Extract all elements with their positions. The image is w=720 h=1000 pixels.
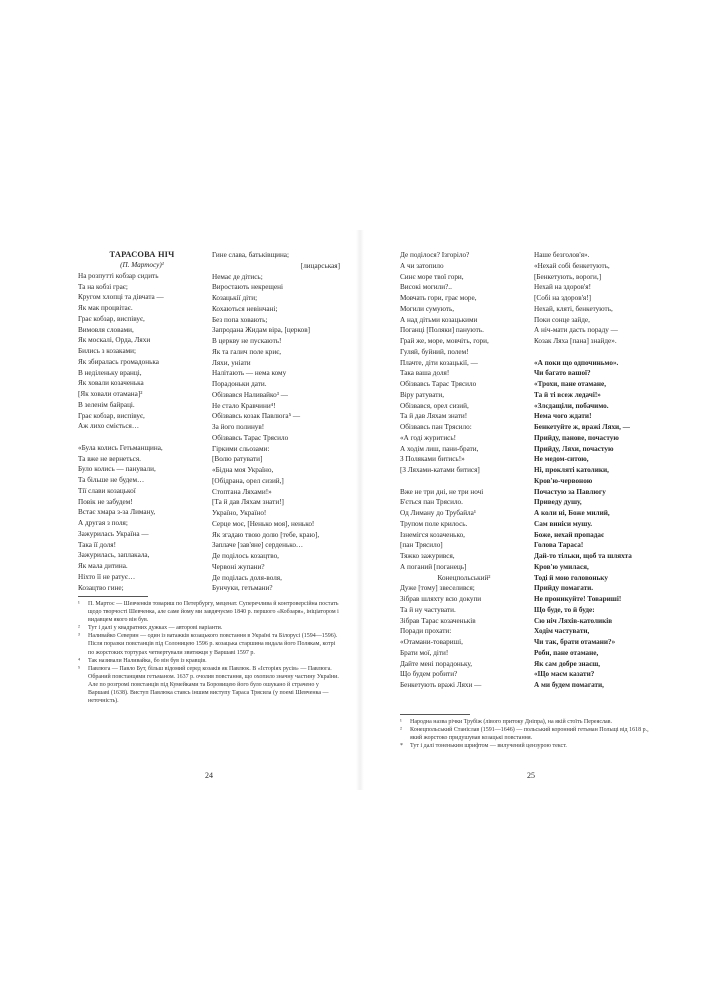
verse-line: Трупом поле крилось.	[400, 519, 468, 528]
left-column-a	[78, 250, 206, 593]
censored-line: Що буде, то й буде:	[534, 605, 595, 614]
verse-line: Дайте мені порадоньку,	[400, 659, 473, 668]
verse-line: Заплаче [зав'яне] серденько…	[212, 541, 304, 550]
verse-line: Де поділась доля-воля,	[212, 573, 282, 582]
verse-line: Як згадаю твою долю [тебе, краю],	[212, 530, 320, 539]
footnote-text: П. Мартос — Шевченків товариш по Петербургу, меценат. Суперечлива й контроверсійна постать щодо творчості Шевченка, але саме йому ми завдячуємо 1840 р. першого «Кобзаря», ініціатором і видавцем якого він був.	[88, 601, 339, 624]
verse-line: Та й ну частувати.	[400, 605, 456, 614]
footnote-mark: ¹	[400, 719, 402, 725]
verse-line: Грай же, море, мовчіть, гори,	[400, 337, 489, 345]
verse-line: Та вже не вернеться.	[78, 454, 141, 463]
verse-line: Поганці [Поляки] панують.	[400, 326, 484, 335]
footnote-mark: ²	[400, 727, 402, 734]
footnote	[78, 665, 340, 705]
verse-line: Зажурилась, заплакала,	[78, 551, 150, 560]
verse-line: Як та галич поле криє,	[212, 347, 282, 356]
censored-line: Кров'ю умилася,	[534, 562, 589, 571]
verse-line: Ляхи, уніати	[212, 358, 251, 367]
verse-line: Нехай на здоров'я!	[534, 283, 591, 292]
verse-line: Стоптана Ляхами!»	[212, 487, 272, 496]
verse-line: За його полинув!	[212, 423, 265, 431]
verse-line: Повік не забудем!	[78, 497, 133, 506]
footnote	[78, 632, 340, 656]
page-right	[400, 250, 662, 780]
censored-line: Нема чого ждати!	[534, 412, 592, 421]
verse-line: Встає хмара з-за Лиману,	[78, 508, 156, 517]
verse-line: Обізвався Наливайко³ —	[212, 390, 288, 399]
verse-line: Поки сонце зайде,	[534, 315, 590, 324]
censored-line: Приведу душу,	[534, 498, 582, 507]
verse-line: Кругом хлопці та дівчата —	[78, 293, 164, 302]
verse-line: «Бідна моя Україно,	[212, 466, 274, 474]
censored-line: Прийду, Ляхи, почастую	[534, 444, 614, 453]
verse-line: Як збиралась громадонька	[78, 357, 159, 366]
footnote-mark: ⁴	[78, 657, 81, 664]
footnote-mark: ¹	[78, 601, 80, 607]
censored-line: А ми будем помагати,	[534, 681, 604, 689]
verse-line: Порадоньки дати.	[212, 380, 267, 388]
verse-line: Наше безголов'я».	[534, 251, 590, 259]
censored-line: «Що маєм казати?	[534, 670, 595, 679]
verse-line: Зібрав шляхту всю докупи	[400, 595, 482, 603]
verse-line: Де поділось козацтво,	[212, 552, 279, 560]
footnote	[78, 657, 340, 665]
verse-line: Тії слави козацької	[78, 486, 136, 495]
censored-line: Голова Тараса!	[534, 541, 584, 550]
verse-line: Бились з козаками;	[78, 347, 137, 355]
verse-line: Гине слава, батьківщина;	[212, 251, 289, 259]
censored-line: Прийду, панове, почастую	[534, 433, 619, 442]
verse-line: Могили сумують,	[400, 304, 455, 313]
verse-line: Не стало Кравчини⁴!	[212, 401, 276, 410]
censored-line: «Злєдащіли, побачимо.	[534, 401, 609, 410]
verse-line: Гіркими сльозами:	[212, 444, 270, 453]
verse-line: Зажурилась Україна —	[78, 529, 149, 538]
verse-line: Вимовля словами,	[78, 325, 134, 334]
verse-line: Обізвавсь пан Трясило:	[400, 423, 472, 431]
footnote-mark: *	[400, 743, 403, 750]
verse-line: Серце моє, [Ненько моя], ненько!	[212, 519, 315, 528]
footnote-text: Тут і далі у квадратних дужках — авторові варіанти.	[88, 625, 223, 632]
censored-line: «Трохи, пане отамане,	[534, 380, 606, 388]
footnote-text: Конецпольський Станіслав (1591—1646) — польський коронний гетьман Польщі від 1618 р., який жорстоко придушував козацькі повстання.	[410, 727, 649, 742]
censored-line: Та й ті всеж ледачі!»	[534, 390, 601, 399]
footnote-mark: ⁵	[78, 665, 81, 672]
verse-line: Без попа ховають;	[212, 315, 268, 324]
censored-line: Чи багато вашої?	[534, 369, 591, 378]
verse-line: Віру ратувати,	[400, 390, 445, 399]
censored-line: «А поки що одпочиньмо».	[534, 358, 619, 367]
footnote	[78, 624, 340, 632]
verse-line: А другая з поля;	[78, 519, 128, 527]
verse-line: В зеленім байраці.	[78, 400, 135, 409]
censored-line: Почастую за Павлюгу	[534, 487, 606, 496]
verse-line: Червоні жупани?	[212, 562, 265, 571]
censored-line: Не медом-ситою,	[534, 455, 589, 464]
right-column-b	[534, 250, 662, 691]
verse-line: Конецпольський²	[437, 573, 491, 582]
footnote-rule	[78, 596, 148, 597]
verse-line: Високі могили?..	[400, 283, 452, 292]
book-gutter	[356, 230, 364, 790]
verse-line: Од Лиману до Трубайла¹	[400, 509, 476, 517]
verse-line: [Волю ратувати]	[212, 455, 263, 464]
verse-line: Як мала дитина.	[78, 562, 128, 570]
left-column-b	[212, 250, 340, 594]
left-footnotes	[78, 600, 340, 705]
verse-line: [Та й дав Ляхам знати!]	[212, 498, 284, 507]
verse-line: Гуляй, буйний, полем!	[400, 347, 469, 356]
verse-line: Запродана Жидам віра, [церков]	[212, 326, 310, 335]
footnote-text: Наливайко Северин — один із ватажків козацького повстання в Україні та Білорусі (1594—1596). Після поразки повстанців під Солоницею 1596 р. козацька старшина видала його Полякам, котрі по жорстоких тортурах четвертували звитяжця у Варшаві 1597 р.	[88, 633, 338, 656]
left-col-a-lines	[78, 271, 206, 594]
footnote-mark: ³	[78, 633, 80, 640]
verse-line: Бунчуки, гетьмани?	[212, 584, 273, 593]
right-verse-columns	[400, 250, 662, 689]
censored-line: Кров'ю-червоною	[534, 476, 593, 485]
verse-line: Ніхто її не ратує…	[78, 572, 136, 581]
footnote-text: Тут і далі тоненьким шрифтом — вилучений цензурою текст.	[410, 743, 567, 750]
verse-line: Тяжко зажурився,	[400, 552, 455, 560]
censored-line: Прийду помагати.	[534, 584, 594, 593]
verse-line: А ходім лиш, пани-брати,	[400, 444, 479, 453]
verse-line: «Нехай собі бенкетують,	[534, 261, 610, 270]
verse-line: Та на кобзі грає;	[78, 282, 128, 291]
verse-line: Брати мої, діти!	[400, 648, 449, 657]
stanza-break	[534, 347, 662, 358]
verse-line: Б'ється пан Трясило.	[400, 498, 463, 507]
censored-line: Як сам добре знаєш,	[534, 659, 601, 668]
verse-line: На розпутті кобзар сидить	[78, 271, 159, 280]
footnote-text: Так називали Наливайка, бо він був із кравців.	[88, 657, 207, 664]
verse-line: [Собі на здоров'я!]	[534, 294, 591, 302]
verse-line: Козацтво гине;	[78, 583, 124, 592]
verse-line: Козацькії діти;	[212, 294, 258, 302]
verse-line: Було колись — панували,	[78, 465, 156, 474]
censored-line: Роби, пане отамане,	[534, 648, 599, 657]
variant-note: [лицарськая]	[300, 261, 340, 270]
verse-line: Плачте, діти козацькії, —	[400, 358, 478, 367]
verse-line: Та й дав Ляхам знати!	[400, 412, 468, 421]
verse-line: Немає де дітись;	[212, 272, 263, 281]
stanza-break	[400, 476, 528, 487]
verse-line: [Бенкетують, вороги,]	[534, 272, 602, 281]
verse-line: Синє море твої гори,	[400, 272, 464, 281]
verse-line: Україно, Україно!	[212, 509, 267, 517]
verse-line: Що будем робити?	[400, 670, 458, 679]
verse-line: Вже не три дні, не три ночі	[400, 487, 484, 496]
verse-line: Бенкетують вражі Ляхи —	[400, 681, 482, 689]
footnote-text: Павлюга — Павло Бут, більш відомий серед козаків як Павлюк. В «Історіях русів» — Павлюга. Обраний повстанцями гетьманом. 1637 р. очолив повстання, що охопило значну частину України. Але по розгромі повстанців під Кумейками та Боровицею його було ошукано й страчено у Варшаві (1638). Виступ Павлюка ставсь іншим виступу Тараса Трясила (у поемі Шевченка — неточність).	[88, 665, 339, 705]
verse-line: Як москалі, Орда, Ляхи	[78, 336, 151, 345]
verse-line: Козак Ляха [пана] знайде».	[534, 337, 617, 345]
page-left	[78, 250, 340, 780]
verse-line: Виростають некрещені	[212, 283, 283, 292]
verse-line: «А годі журитись!	[400, 433, 457, 442]
variant-note: [З Ляхами-катами битися]	[400, 466, 480, 474]
left-verse-columns	[78, 250, 340, 593]
censored-line: Сам виніси мушу.	[534, 519, 592, 528]
verse-line: Обізвавсь Тарас Трясило	[212, 433, 289, 442]
stanza-break	[78, 432, 206, 443]
censored-line: Бенкетуйте ж, вражі Ляхи, —	[534, 423, 630, 431]
verse-line: Така ваша доля!	[400, 369, 450, 378]
page-number-left: 24	[205, 771, 213, 780]
verse-line: Така її доля!	[78, 540, 117, 549]
verse-line: В неділеньку вранці,	[78, 368, 142, 377]
verse-line: Як ховали козаченька	[78, 379, 144, 388]
verse-line: З Поляками битись!»	[400, 455, 465, 464]
verse-line: Поради прохати:	[400, 627, 452, 636]
censored-line: Ходім частувати,	[534, 627, 590, 636]
censored-line: Дай-то тільки, щоб та шляхта	[534, 552, 632, 560]
footnote-text: Народна назва річки Трубіж (лівого притоку Дніпра), на якій стоїть Переяслав.	[410, 719, 612, 725]
verse-line: А ніч-мати дасть пораду —	[534, 326, 618, 335]
right-footnotes	[400, 718, 662, 750]
verse-line: Грає кобзар, виспівує,	[78, 314, 145, 323]
censored-line: Не проникуйте! Товариші!	[534, 595, 622, 603]
verse-line: [Обідрана, орел сизий,]	[212, 476, 284, 485]
verse-line: Кохаються невінчані;	[212, 304, 278, 313]
verse-line: «Була колись Гетьманщина,	[78, 443, 163, 452]
verse-line: Дуже [тому] звеселився;	[400, 584, 475, 593]
variant-note: [пан Трясило]	[400, 541, 443, 550]
verse-line: Як мак процвітає.	[78, 304, 133, 312]
poem-title: ТАРАСОВА НІЧ	[109, 250, 175, 259]
censored-line: Ні, прокляті католики,	[534, 466, 609, 474]
censored-line: Сю ніч Ляхів-католиків	[534, 616, 613, 625]
verse-line: Обізвався, орел сизий,	[400, 401, 469, 410]
page-number-right: 25	[527, 771, 535, 780]
verse-line: Та більше не будем…	[78, 476, 145, 484]
poem-dedication: (П. Мартосу)¹	[120, 261, 164, 269]
verse-line: Обізвавсь Тарас Трясило	[400, 380, 477, 388]
censored-line: Боже, нехай пропадає	[534, 530, 605, 539]
verse-line: А поганий [поганець]	[400, 562, 467, 571]
verse-line: А чи затопило	[400, 261, 444, 270]
verse-line: Мовчать гори, грає море,	[400, 294, 477, 302]
verse-line: В церкву не пускають!	[212, 337, 282, 345]
footnote	[400, 742, 662, 750]
footnote-rule	[400, 714, 470, 715]
footnote	[400, 726, 662, 742]
censored-line: А коли ні, Боже милий,	[534, 509, 610, 517]
verse-line: Обізвавсь козак Павлюга⁵ —	[212, 412, 301, 421]
footnote	[78, 600, 340, 624]
censored-line: Чи так, брати отамани?»	[534, 638, 616, 646]
verse-line: [Як ховали отамана]²	[78, 390, 143, 398]
censored-line: Тоді й мою головоньку	[534, 573, 608, 582]
footnote	[400, 718, 662, 726]
verse-line: Ізнемігся козаченько,	[400, 530, 465, 539]
right-column-a	[400, 250, 528, 691]
footnote-mark: ²	[78, 625, 80, 632]
verse-line: А над дітьми козацькими	[400, 315, 478, 324]
verse-line: «Отамани-товариші,	[400, 638, 463, 646]
verse-line: Де поділося? Ізгоріло?	[400, 251, 470, 259]
verse-line: Зібрав Тарас козаченьків	[400, 616, 476, 625]
verse-line: Аж лихо сміється…	[78, 422, 140, 431]
verse-line: Грає кобзар, виспівує,	[78, 411, 145, 420]
verse-line: Нехай, кляті, бенкетують,	[534, 304, 613, 313]
verse-line: Налітають — нема кому	[212, 369, 287, 378]
